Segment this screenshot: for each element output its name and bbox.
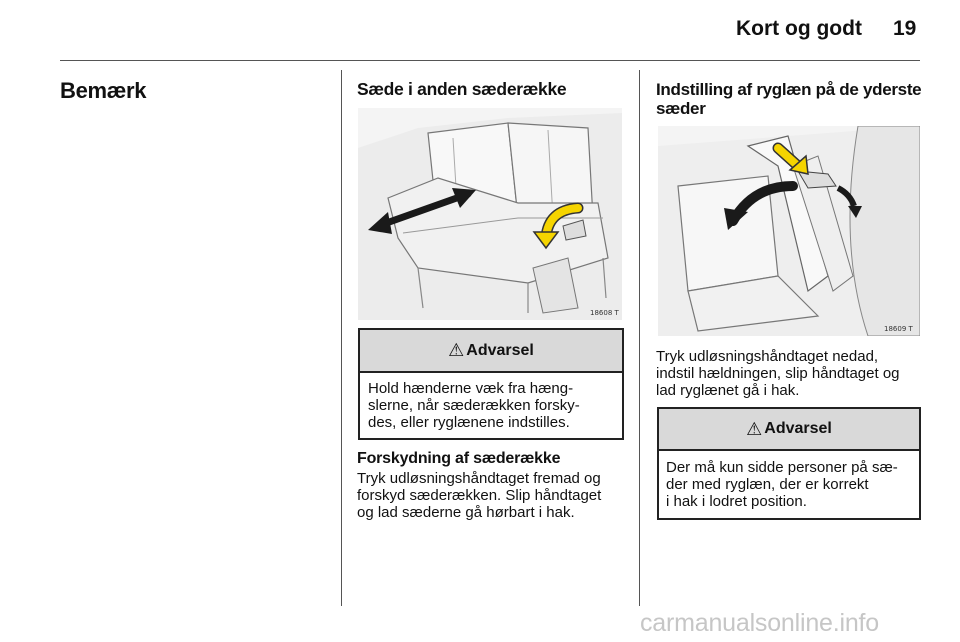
column-divider-right	[639, 70, 640, 606]
warning-line: der med ryglæn, der er korrekt	[666, 476, 869, 493]
warning-box-text	[360, 373, 622, 431]
body-line: indstil hældningen, slip håndtaget og	[656, 365, 900, 382]
seat-slide-subheading: Forskydning af sæderække	[357, 450, 561, 467]
warning-triangle-icon: ⚠	[448, 340, 465, 360]
warning-box-header	[360, 330, 622, 373]
warning-line: slerne, når sæderækken forsky-	[368, 397, 580, 414]
left-column-heading: Bemærk	[60, 78, 147, 103]
seat-slide-instructions	[357, 470, 601, 521]
middle-column-heading: Sæde i anden sæderække	[357, 79, 567, 99]
body-line: og lad sæderne gå hørbart i hak.	[357, 504, 575, 521]
seat-slide-illustration	[358, 108, 622, 320]
right-column-heading	[656, 80, 926, 118]
warning-line: Der må kun sidde personer på sæ-	[666, 459, 898, 476]
warning-line: i hak i lodret position.	[666, 493, 807, 510]
warning-title: Advarsel	[764, 420, 832, 437]
backrest-instructions	[656, 348, 900, 399]
body-line: Tryk udløsningshåndtaget fremad og	[357, 470, 601, 487]
warning-box-backrest	[657, 407, 921, 520]
warning-title: Advarsel	[466, 341, 534, 359]
heading-line: sæder	[656, 99, 706, 118]
body-line: forskyd sæderækken. Slip håndtaget	[357, 487, 602, 504]
warning-box-text	[659, 451, 919, 510]
column-divider-left	[341, 70, 342, 606]
body-line: Tryk udløsningshåndtaget nedad,	[656, 348, 879, 365]
page-number: 19	[893, 17, 917, 40]
heading-line: Indstilling af ryglæn på de yderste	[656, 80, 922, 99]
figure-code-label: 18608 T	[590, 309, 619, 317]
body-line: lad ryglænet gå i hak.	[656, 382, 800, 399]
figure-code-label: 18609 T	[884, 325, 913, 333]
watermark: carmanualsonline.info	[640, 609, 880, 637]
warning-triangle-icon: ⚠	[746, 418, 763, 439]
warning-line: Hold hænderne væk fra hæng-	[368, 380, 574, 397]
warning-box-seat-slide	[358, 328, 624, 440]
seat-slide-figure	[358, 108, 622, 320]
page-header-title: Kort og godt	[736, 17, 862, 40]
header-divider	[60, 60, 920, 61]
backrest-figure	[658, 126, 920, 336]
warning-line: des, eller ryglænene indstilles.	[368, 414, 570, 431]
warning-box-header	[659, 409, 919, 451]
backrest-illustration	[658, 126, 920, 336]
